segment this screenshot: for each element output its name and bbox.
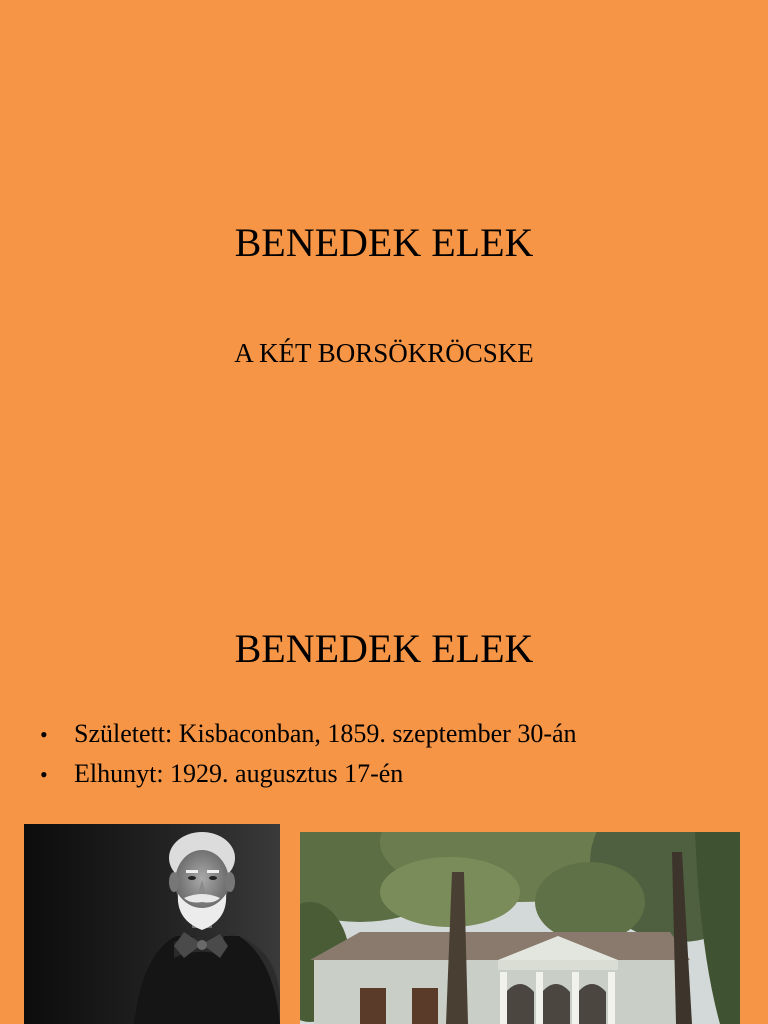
house-photo: [300, 832, 740, 1024]
slide-2: [0, 576, 768, 1024]
bullet-icon: •: [40, 762, 48, 787]
bullet-item-died: [40, 754, 577, 794]
slide-1-title: BENEDEK ELEK: [234, 220, 534, 265]
bullet-text-born: Született: Kisbaconban, 1859. szeptember 30-án: [74, 719, 577, 748]
slide-2-title: BENEDEK ELEK: [234, 626, 534, 671]
bullet-item-born: [40, 714, 577, 754]
portrait-photo: [24, 824, 280, 1024]
bullet-list: [40, 714, 577, 794]
slide-1-subtitle: A KÉT BORSÖKRÖCSKE: [234, 338, 534, 368]
bullet-icon: •: [40, 722, 48, 747]
bullet-text-died: Elhunyt: 1929. augusztus 17-én: [74, 759, 404, 788]
